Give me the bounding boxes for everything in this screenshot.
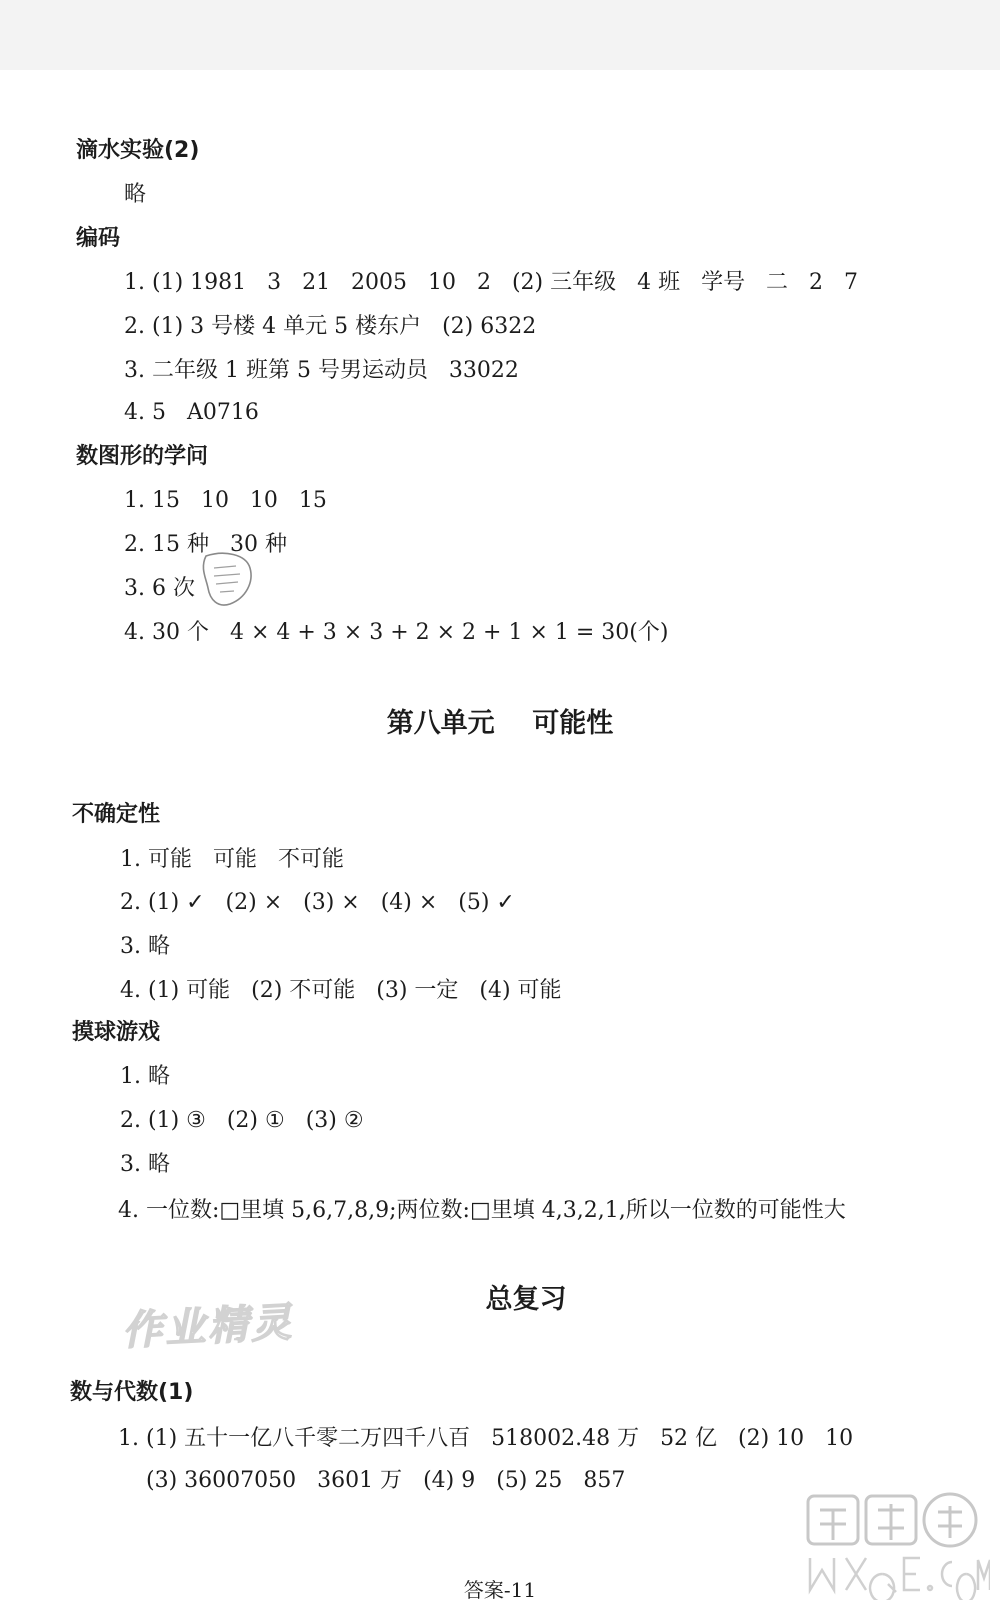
- answer-line: 2. (1) ③ (2) ① (3) ②: [120, 1108, 364, 1133]
- answer-line: 2. 15 种 30 种: [124, 532, 287, 557]
- watermark-text: 作业精灵: [121, 1298, 296, 1355]
- answer-line: 4. 30 个 4 × 4 + 3 × 3 + 2 × 2 + 1 × 1 = 30(个): [124, 620, 669, 645]
- answer-line: 3. 略: [120, 1152, 170, 1177]
- section-heading-counting-shapes: 数图形的学问: [76, 444, 209, 469]
- section-heading-uncertainty: 不确定性: [72, 802, 161, 827]
- unit-title-general-review: 总复习: [485, 1284, 567, 1315]
- answer-line: 1. (1) 1981 3 21 2005 10 2 (2) 三年级 4 班 学号 二 2 7: [124, 270, 859, 295]
- answer-line: 4. 5 A0716: [124, 400, 259, 425]
- section-heading-encoding: 编码: [76, 226, 121, 251]
- answer-line: 1. 可能 可能 不可能: [120, 847, 344, 872]
- answer-line: 1. 略: [120, 1064, 170, 1089]
- section-heading-ball-game: 摸球游戏: [72, 1020, 161, 1045]
- answer-line: 3. 略: [120, 934, 170, 959]
- section-heading-number-algebra: 数与代数(1): [70, 1380, 194, 1405]
- answer-line: 3. 二年级 1 班第 5 号男运动员 33022: [124, 358, 519, 383]
- answer-line: 1. (1) 五十一亿八千零二万四千八百 518002.48 万 52 亿 (2) 10 10: [118, 1426, 854, 1451]
- answer-line: 2. (1) ✓ (2) × (3) × (4) × (5) ✓: [120, 890, 515, 915]
- answer-line: 4. (1) 可能 (2) 不可能 (3) 一定 (4) 可能: [120, 978, 562, 1003]
- page-top-band: [0, 0, 1000, 70]
- unit-title-possibility: 第八单元 可能性: [386, 708, 614, 739]
- page-footer: 答案-11: [463, 1578, 537, 1602]
- answer-line: 略: [124, 182, 147, 207]
- answer-line: 1. 15 10 10 15: [124, 488, 327, 513]
- answer-line: 4. 一位数:□里填 5,6,7,8,9;两位数:□里填 4,3,2,1,所以一位数的可能性大: [118, 1198, 846, 1223]
- answer-line: (3) 36007050 3601 万 (4) 9 (5) 25 857: [146, 1468, 626, 1493]
- watermark-seal-icon: [196, 548, 256, 608]
- watermark-site-logo-icon: [800, 1488, 990, 1600]
- section-heading-drip-experiment: 滴水实验(2): [76, 138, 200, 163]
- answer-line: 3. 6 次: [124, 576, 195, 601]
- answer-line: 2. (1) 3 号楼 4 单元 5 楼东户 (2) 6322: [124, 314, 537, 339]
